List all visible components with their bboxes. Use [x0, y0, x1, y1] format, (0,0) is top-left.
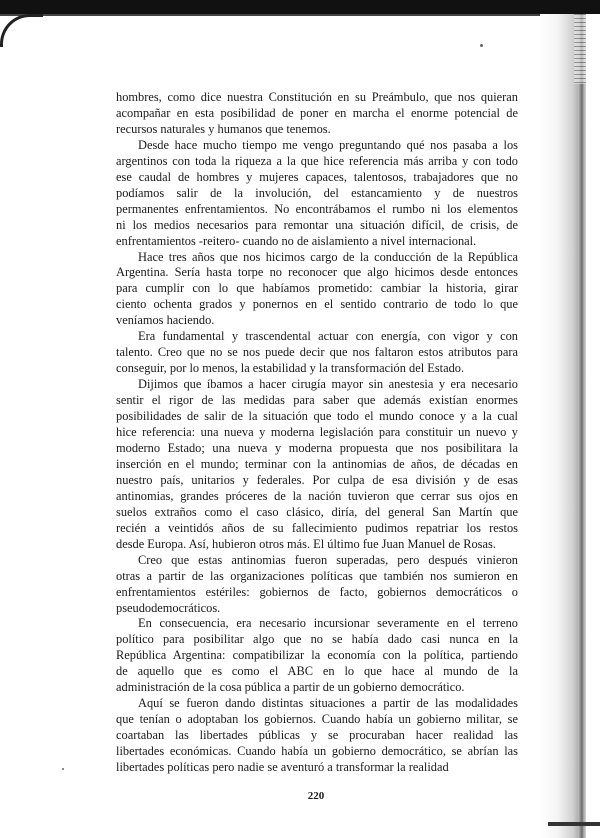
text-line: Hace tres años que nos hicimos cargo de la conducción de la República — [138, 249, 518, 264]
text-line: ciento ochenta grados y ponernos en el sentido contrario de todo lo que — [116, 297, 518, 312]
text-line: ni los medios necesarios para remontar una situación difícil, de crisis, de — [116, 217, 518, 232]
text-line: Era fundamental y trascendental actuar con energía, con vigor y con — [138, 329, 518, 344]
text-line: posibilidades de salir de la situación que todo el mundo conoce y a la cual — [116, 409, 518, 424]
text-line: argentinos con toda la riqueza a la que hice referencia más arriba y con todo — [116, 153, 518, 168]
scan-top-edge — [0, 0, 600, 22]
text-line: Desde hace mucho tiempo me vengo preguntando qué nos pasaba a los — [138, 137, 518, 152]
page-body-text — [116, 90, 518, 776]
text-line: pseudodemocráticos. — [116, 600, 221, 615]
text-line: recursos naturales y humanos que tenemos. — [116, 121, 331, 136]
page-number: 220 — [307, 790, 325, 802]
text-line: inserción en el mundo; terminar con la antinomias de años, de décadas en — [116, 456, 518, 471]
text-line: coartaban las libertades públicas y se procuraban hacer realidad las — [116, 728, 518, 743]
text-line: hombres, como dice nuestra Constitución en su Preámbulo, que nos quieran — [116, 90, 518, 104]
text-line: para cumplir con lo que habíamos prometido: cambiar la historia, girar — [116, 281, 518, 296]
scan-binding-edge — [540, 14, 600, 838]
text-line: otras a partir de las organizaciones políticas que también nos sumieron en — [116, 568, 518, 583]
text-line: que tenían o adoptaban los gobiernos. Cuando había un gobierno militar, se — [116, 712, 518, 727]
text-line: República Argentina: compatibilizar la economía con la política, partiendo — [116, 648, 518, 663]
text-line: recién a veintidós años de su fallecimiento pudimos repatriar los restos — [116, 520, 518, 535]
text-line: político para posibilitar algo que no se había dado casi nunca en la — [116, 632, 518, 647]
text-line: desde Europa. Así, hubieron otros más. El último fue Juan Manuel de Rosas. — [116, 536, 496, 551]
text-line: podíamos salir de la involución, del estancamiento y de nuestros — [116, 185, 518, 200]
text-line: libertades económicas. Cuando había un gobierno democrático, se abrían las — [116, 744, 518, 759]
text-line: conseguir, por lo menos, la estabilidad y la transformación del Estado. — [116, 361, 465, 376]
text-line: Dijimos que íbamos a hacer cirugía mayor sin anestesia y era necesario — [138, 377, 518, 392]
text-line: enfrentamientos -reitero- cuando no de aislamiento a nivel internacional. — [116, 233, 477, 248]
text-line: En consecuencia, era necesario incursionar severamente en el terreno — [138, 616, 518, 631]
text-line: hice referencia: una nueva y moderna legislación para constituir un nuevo y — [116, 425, 518, 440]
text-line: enfrentamientos estériles: gobiernos de facto, gobiernos democráticos o — [116, 584, 518, 599]
text-line: nuestro país, unitarios y federales. Por culpa de esa división y de esas — [116, 472, 518, 487]
text-line: ese caudal de hombres y mujeres capaces, talentosos, trabajadores que no — [116, 169, 518, 184]
text-line: acompañar en esta posibilidad de poner en marcha el enorme potencial de — [116, 105, 518, 120]
text-line: libertades políticas pero nadie se aventuró a transformar la realidad — [116, 760, 449, 775]
text-line: sentir el rigor de las medidas para saber que además existían enormes — [116, 393, 518, 408]
scan-bottom-mark — [548, 822, 600, 826]
text-line: administración de la cosa pública a partir de un gobierno democrático. — [116, 680, 465, 695]
text-line: moderno Estado; una nueva y moderna propuesta que nos posibilitara la — [116, 440, 518, 455]
text-line: talento. Creo que no se nos puede decir que nos faltaron estos atributos para — [116, 345, 518, 360]
text-line: veníamos haciendo. — [116, 313, 215, 328]
text-line: Aquí se fueron dando distintas situaciones a partir de las modalidades — [138, 696, 518, 711]
text-line: suelos extraños como el caso clásico, diría, del general San Martín que — [116, 504, 518, 519]
text-line: antinomias, grandes próceres de la nación tuvieron que cerrar sus ojos en — [116, 488, 518, 503]
scan-speck — [480, 44, 483, 47]
text-line: Argentina. Sería hasta torpe no reconocer que algo hicimos desde entonces — [116, 265, 518, 280]
scan-speck — [62, 768, 64, 770]
text-line: Creo que estas antinomias fueron superadas, pero después vinieron — [138, 552, 518, 567]
text-line: de aquello que es como el ABC en lo que hace al mundo de la — [116, 664, 518, 679]
scan-binding-texture — [574, 14, 586, 84]
text-line: permanentes enfrentamientos. No encontrábamos el rumbo ni los elementos — [116, 201, 518, 216]
scan-binding-shadow — [578, 14, 586, 838]
